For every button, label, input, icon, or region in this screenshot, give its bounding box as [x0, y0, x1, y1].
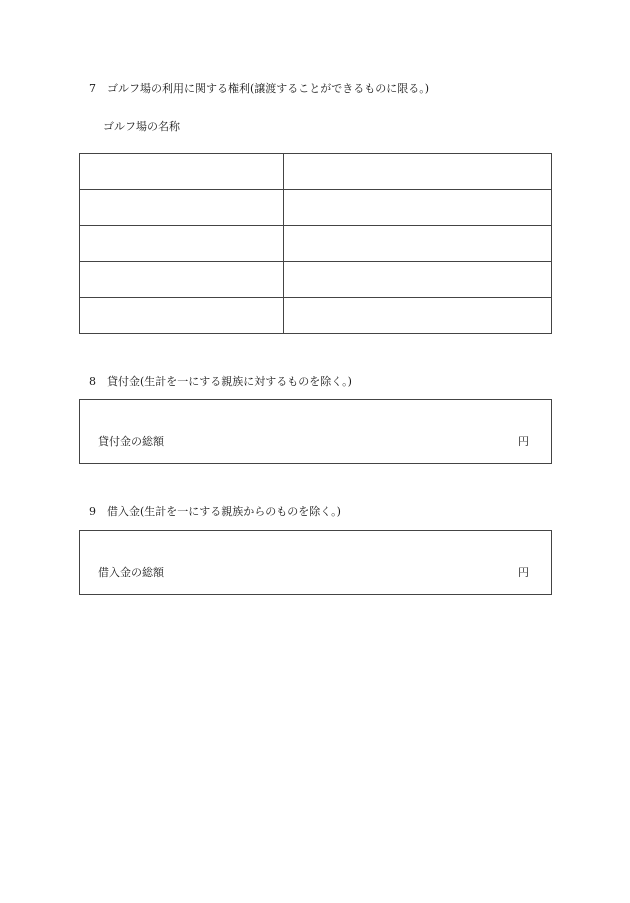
table-row [80, 154, 552, 190]
table-row [80, 298, 552, 334]
section-8-title: 貸付金(生計を一にする親族に対するものを除く。) [107, 375, 352, 388]
borrowing-box[interactable] [79, 530, 552, 595]
golf-detail-cell[interactable] [284, 226, 552, 262]
table-row [80, 190, 552, 226]
section-9-heading [89, 505, 341, 519]
golf-detail-cell[interactable] [284, 262, 552, 298]
table-row [80, 226, 552, 262]
yen-unit: 円 [518, 566, 529, 579]
borrowing-total-label: 借入金の総額 [98, 566, 164, 579]
section-9-number: 9 [89, 505, 96, 518]
golf-course-table [79, 153, 552, 334]
golf-detail-cell[interactable] [284, 190, 552, 226]
section-7-title: ゴルフ場の利用に関する権利(譲渡することができるものに限る。) [107, 82, 430, 95]
golf-name-cell[interactable] [80, 226, 284, 262]
loan-receivable-box[interactable] [79, 399, 552, 464]
golf-name-cell[interactable] [80, 298, 284, 334]
golf-detail-cell[interactable] [284, 298, 552, 334]
golf-name-cell[interactable] [80, 154, 284, 190]
yen-unit: 円 [518, 435, 529, 448]
golf-name-cell[interactable] [80, 262, 284, 298]
golf-course-name-label: ゴルフ場の名称 [103, 120, 180, 133]
golf-name-cell[interactable] [80, 190, 284, 226]
table-row [80, 262, 552, 298]
loan-receivable-total-label: 貸付金の総額 [98, 435, 164, 448]
section-9-title: 借入金(生計を一にする親族からのものを除く。) [107, 505, 341, 518]
section-7-heading [89, 82, 429, 96]
section-8-number: 8 [89, 375, 96, 388]
section-7-number: 7 [89, 82, 96, 95]
golf-detail-cell[interactable] [284, 154, 552, 190]
section-8-heading [89, 375, 352, 389]
